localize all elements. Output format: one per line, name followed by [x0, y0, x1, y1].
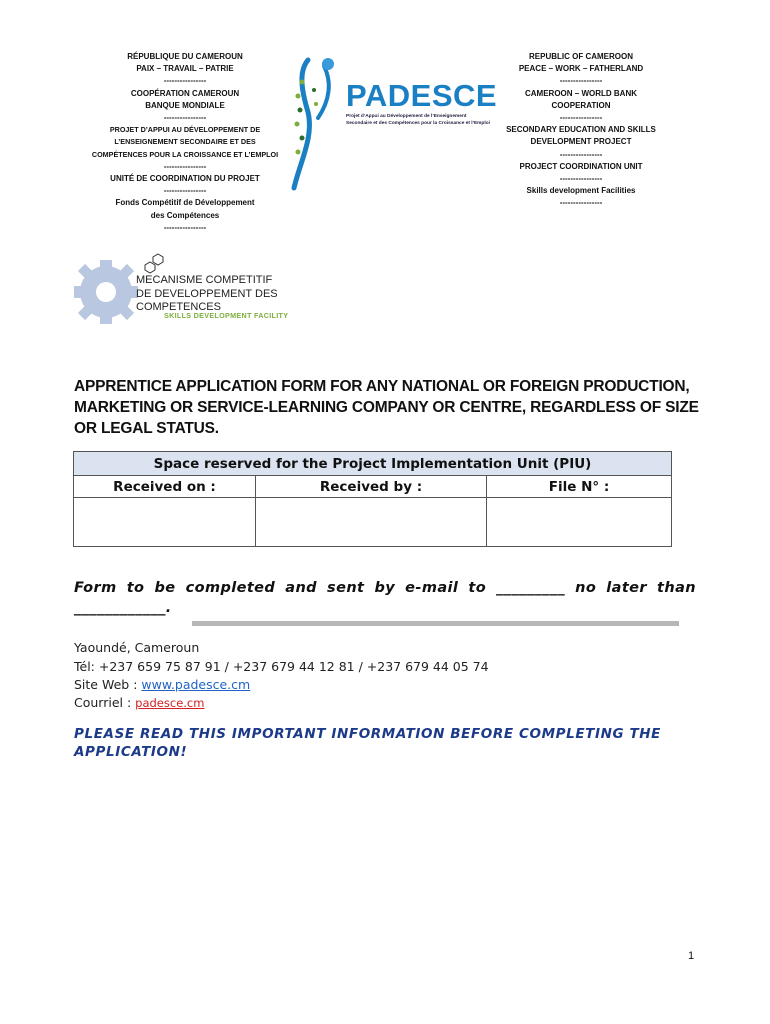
separator: ---------------- — [163, 186, 207, 196]
received-by-cell[interactable] — [256, 498, 487, 547]
separator: ---------------- — [163, 113, 207, 123]
separator: ---------------- — [559, 76, 603, 86]
form-title: APPRENTICE APPLICATION FORM FOR ANY NATIONAL OR FOREIGN PRODUCTION, MARKETING OR SERVICE-LEARNING COMPANY OR CENTRE, REGARDLESS OF SIZE OR LEGAL STATUS. — [74, 378, 699, 437]
website-label: Site Web : — [74, 677, 142, 692]
divider — [192, 621, 679, 626]
file-number-cell[interactable] — [487, 498, 672, 547]
padesce-figure-icon — [288, 52, 348, 192]
project-fr-line1: PROJET D’APPUI AU DÉVELOPPEMENT DE — [109, 125, 261, 135]
facility-en: Skills development Facilities — [526, 186, 636, 196]
contact-email-row — [74, 695, 204, 710]
fund-fr-line1: Fonds Compétitif de Développement — [115, 198, 255, 208]
unit-en: PROJECT COORDINATION UNIT — [519, 161, 643, 171]
mechanism-subtitle: SKILLS DEVELOPMENT FACILITY — [164, 311, 289, 320]
separator: ---------------- — [163, 76, 207, 86]
header-left — [70, 51, 300, 234]
separator: ---------------- — [163, 222, 207, 232]
contact-website-row — [74, 677, 250, 692]
separator: ---------------- — [559, 113, 603, 123]
mechanism-line-3: COMPETENCES — [136, 301, 221, 313]
cooperation-fr: COOPÉRATION CAMEROUN — [130, 88, 240, 98]
file-number-header: File N° : — [487, 476, 672, 498]
separator: ---------------- — [163, 161, 207, 171]
fund-fr-line2: des Compétences — [150, 210, 220, 220]
received-by-header: Received by : — [256, 476, 487, 498]
project-fr-line3: COMPÉTENCES POUR LA CROISSANCE ET L’EMPLOI — [91, 149, 279, 159]
email-label: Courriel : — [74, 695, 136, 710]
email-link[interactable]: padesce.cm — [135, 696, 205, 710]
motto-en: PEACE – WORK – FATHERLAND — [518, 64, 644, 74]
separator: ---------------- — [559, 149, 603, 159]
separator: ---------------- — [559, 198, 603, 208]
padesce-tagline-1: Projet d’Appui au Développement de l’Enseignement — [346, 114, 467, 119]
mechanism-line-2: DE DEVELOPPEMENT DES — [136, 288, 278, 300]
cooperation-en-2: COOPERATION — [551, 100, 611, 110]
website-link[interactable]: www.padesce.cm — [141, 677, 251, 692]
mechanism-logo — [72, 248, 332, 328]
received-on-cell[interactable] — [74, 498, 256, 547]
project-en-line1: SECONDARY EDUCATION AND SKILLS — [506, 125, 656, 135]
important-notice: PLEASE READ THIS IMPORTANT INFORMATION BEFORE COMPLETING THE APPLICATION! — [74, 726, 661, 760]
mechanism-line-1: MECANISME COMPETITIF — [136, 274, 273, 286]
contact-phones: Tél: +237 659 75 87 91 / +237 679 44 12 81 / +237 679 44 05 74 — [74, 659, 489, 674]
submission-instructions: Form to be completed and sent by e-mail to _________ no later than ____________. — [74, 580, 696, 616]
cooperation-en: CAMEROON – WORLD BANK — [525, 88, 637, 98]
project-fr-line2: L’ENSEIGNEMENT SECONDAIRE ET DES — [114, 137, 256, 147]
piu-table-heading: Space reserved for the Project Implementation Unit (PIU) — [74, 452, 672, 476]
country-en: REPUBLIC OF CAMEROON — [529, 52, 633, 61]
padesce-tagline-2: Secondaire et des Compétences pour la Croissance et l’Emploi — [346, 121, 490, 126]
contact-city: Yaoundé, Cameroun — [74, 640, 200, 655]
header-right — [496, 51, 666, 210]
bank-fr: BANQUE MONDIALE — [145, 100, 225, 110]
country-fr: RÉPUBLIQUE DU CAMEROUN — [127, 52, 243, 61]
piu-reserved-table — [73, 451, 672, 547]
unit-fr: UNITÉ DE COORDINATION DU PROJET — [110, 174, 260, 184]
project-en-line2: DEVELOPMENT PROJECT — [530, 137, 632, 147]
separator: ---------------- — [559, 174, 603, 184]
padesce-logo — [288, 52, 498, 192]
motto-fr: PAIX – TRAVAIL – PATRIE — [136, 64, 234, 74]
received-on-header: Received on : — [74, 476, 256, 498]
padesce-name: PADESCE — [346, 78, 498, 113]
page-number: 1 — [688, 950, 695, 962]
